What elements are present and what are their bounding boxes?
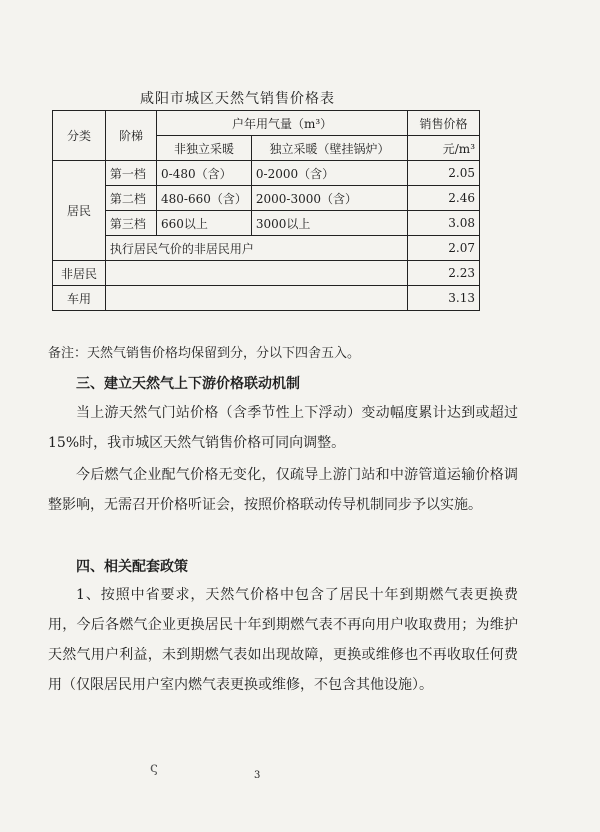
price-cell: 2.46 [408,186,480,211]
table-row [53,186,480,211]
price-cell: 2.23 [408,261,480,286]
table-row [53,161,480,186]
table-header-row [53,111,480,136]
price-table [52,110,480,311]
table-note: 备注：天然气销售价格均保留到分，分以下四舍五入。 [48,346,361,361]
section-3-paragraph-2: 今后燃气企业配气价格无变化，仅疏导上游门站和中游管道运输价格调整影响，无需召开价格听证会，按照价格联动传导机制同步予以实施。 [48,467,518,513]
price-cell: 2.07 [408,236,480,261]
non-independent-cell: 0-480（含） [157,161,252,186]
independent-cell: 3000以上 [251,211,407,236]
non-resident-at-resident-price-cell: 执行居民气价的非居民用户 [105,236,407,261]
section-4-paragraph-1: 1、按照中省要求，天然气价格中包含了居民十年到期燃气表更换费用，今后各燃气企业更换居民十年到期燃气表不再向用户收取费用；为维护天然气用户利益，未到期燃气表如出现故障，更换或维修也不再收取任何费用（仅限居民用户室内燃气表更换或维修，不包含其他设施）。 [48,587,518,693]
table-title: 咸阳市城区天然气销售价格表 [140,91,335,107]
page-number: 3 [254,770,261,781]
category-non-resident: 非居民 [53,261,106,286]
price-cell: 3.08 [408,211,480,236]
header-price-unit: 元/m³ [408,136,480,161]
header-annual-usage: 户年用气量（m³） [157,111,408,136]
section-3-heading: 三、建立天然气上下游价格联动机制 [76,376,300,392]
non-independent-cell: 480-660（含） [157,186,252,211]
non-independent-cell: 660以上 [157,211,252,236]
table-row [53,211,480,236]
tier-cell: 第三档 [105,211,156,236]
table-row [53,286,480,311]
price-cell: 2.05 [408,161,480,186]
category-resident: 居民 [53,161,106,261]
tier-cell: 第一档 [105,161,156,186]
tier-cell: 第二档 [105,186,156,211]
ink-mark: ς [150,760,158,776]
header-non-independent: 非独立采暖 [157,136,252,161]
header-independent: 独立采暖（壁挂锅炉） [251,136,407,161]
category-vehicle: 车用 [53,286,106,311]
independent-cell: 2000-3000（含） [251,186,407,211]
table-row [53,236,480,261]
header-price: 销售价格 [408,111,480,136]
price-cell: 3.13 [408,286,480,311]
section-4-heading: 四、相关配套政策 [76,559,188,575]
empty-cell [105,261,407,286]
section-3-paragraph-1: 当上游天然气门站价格（含季节性上下浮动）变动幅度累计达到或超过15%时，我市城区天然气销售价格可同向调整。 [48,405,518,451]
header-category: 分类 [53,111,106,161]
table-row [53,261,480,286]
independent-cell: 0-2000（含） [251,161,407,186]
header-tier: 阶梯 [105,111,156,161]
empty-cell [105,286,407,311]
